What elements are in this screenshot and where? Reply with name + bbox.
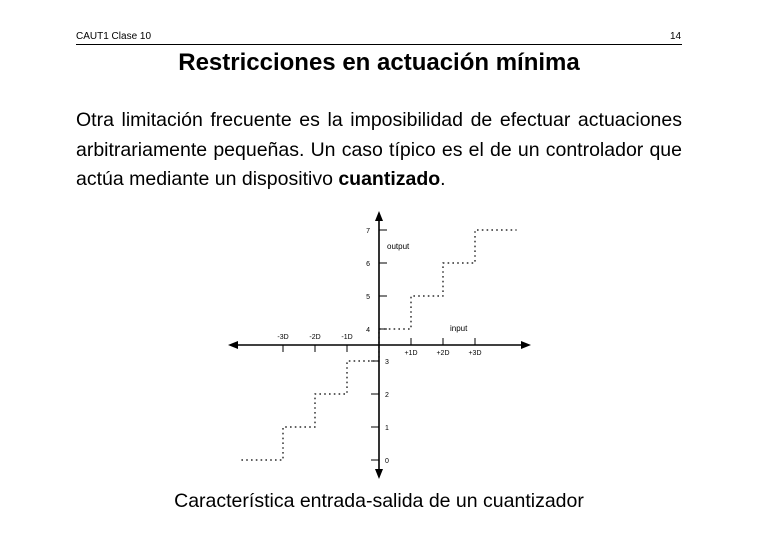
x-axis-arrow-left [228, 341, 238, 349]
y-tick-label-1: 1 [385, 425, 389, 432]
y-tick-label-0: 0 [385, 458, 389, 465]
y-axis-label: output [387, 242, 410, 251]
body-emphasis: cuantizado [338, 168, 441, 190]
x-tick-label-minus-3: -3D [277, 334, 289, 341]
y-tick-label-4: 4 [366, 327, 370, 334]
x-tick-label-plus-2: +2D [436, 350, 450, 357]
y-tick-label-5: 5 [366, 294, 370, 301]
body-text: Otra limitación frecuente es la imposibilidad de efectuar actuaciones arbitrariamente pequeñas. Un caso típico es el de un controlador que actúa mediante un dispositivo [76, 109, 682, 190]
y-tick-label-3: 3 [385, 359, 389, 366]
chart-axes [228, 211, 531, 479]
x-tick-label-minus-2: -2D [309, 334, 321, 341]
y-axis-arrow-bottom [375, 469, 383, 479]
body-end: . [440, 168, 446, 190]
y-tick-label-2: 2 [385, 392, 389, 399]
y-axis-arrow-top [375, 211, 383, 221]
x-axis-arrow-right [521, 341, 531, 349]
figure-caption: Característica entrada-salida de un cuantizador [174, 490, 584, 512]
x-tick-label-plus-3: +3D [468, 350, 482, 357]
y-tick-label-6: 6 [366, 261, 370, 268]
x-tick-label-minus-1: -1D [341, 334, 353, 341]
header-course: CAUT1 Clase 10 [76, 31, 152, 42]
slide-title: Restricciones en actuación mínima [178, 49, 580, 76]
header-page-number: 14 [670, 31, 682, 42]
x-axis-label: input [450, 324, 468, 333]
y-tick-label-7: 7 [366, 228, 370, 235]
x-tick-label-plus-1: +1D [404, 350, 418, 357]
